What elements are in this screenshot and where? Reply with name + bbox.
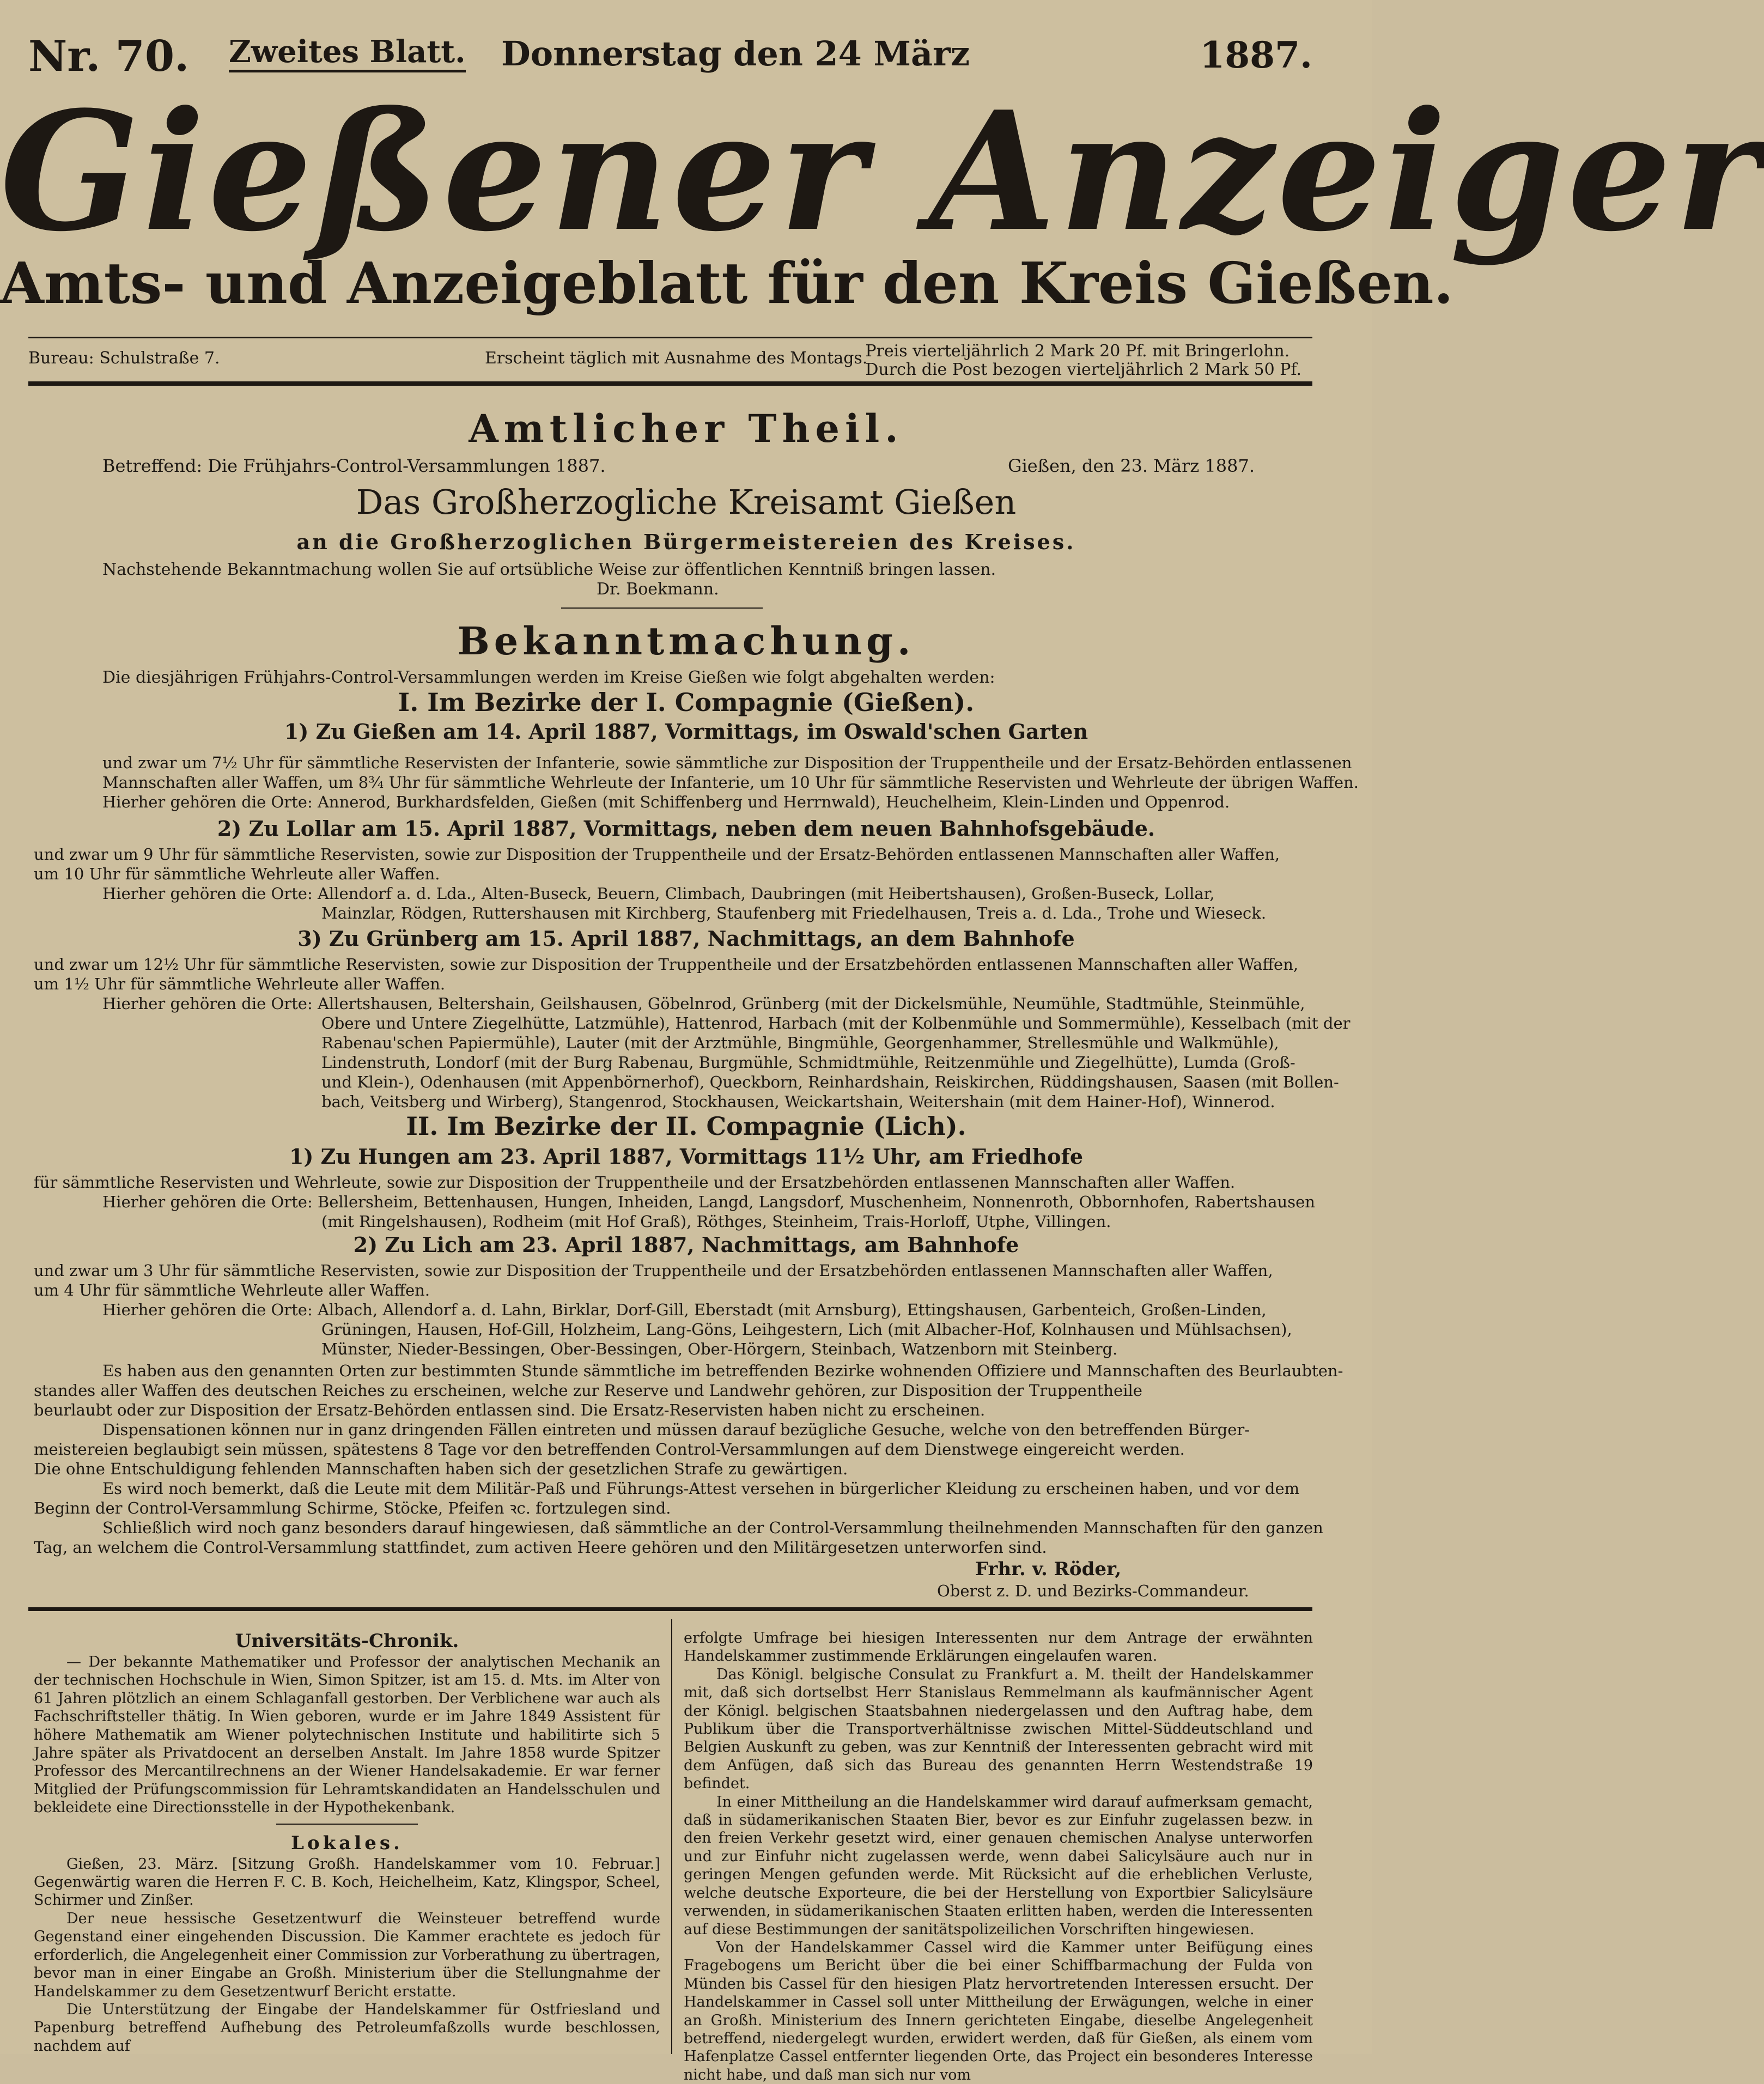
announcement-line: Mannschaften aller Waffen, um 8¾ Uhr für sämmtliche Wehrleute der Infanterie, um 10 Uhr für sämmtliche Reservisten und Wehrleute der übrigen Waffen.: [102, 773, 1359, 792]
announcement-line: Obere und Untere Ziegelhütte, Latzmühle), Hattenrod, Harbach (mit der Kolbenmühle und Sommermühle), Kesselbach (mit der: [321, 1014, 1351, 1032]
announcement-line: Tag, an welchem die Control-Versammlung stattfindet, zum activen Heere gehören und den Militärgesetzen unterworfen sind.: [34, 1538, 1047, 1557]
announcement-line: um 10 Uhr für sämmtliche Wehrleute aller Waffen.: [34, 865, 440, 883]
column-divider-short: [276, 1824, 418, 1825]
announcement-line: Frhr. v. Röder,: [975, 1558, 1122, 1580]
announcement-line: Lindenstruth, Londorf (mit der Burg Rabenau, Burgmühle, Schmidtmühle, Reitzenmühle und Ziegelhütte), Lumda (Groß-: [321, 1053, 1295, 1072]
divider-short: [561, 607, 763, 609]
subscription-price: [865, 342, 1301, 379]
signature: Dr. Boekmann.: [597, 580, 719, 599]
announcement-line: beurlaubt oder zur Disposition der Ersatz-Behörden entlassen sind. Die Ersatz-Reservisten haben nicht zu erscheinen.: [34, 1401, 986, 1419]
section-rule: [28, 1607, 1312, 1611]
announcement-intro: Die diesjährigen Frühjahrs-Control-Versammlungen werden im Kreise Gießen wie folgt abgehalten werden:: [102, 668, 995, 687]
announcement-heading: II. Im Bezirke der II. Compagnie (Lich).: [406, 1111, 966, 1141]
issue-date: Donnerstag den 24 März: [501, 34, 970, 74]
announcement-line: Hierher gehören die Orte: Bellersheim, Bettenhausen, Hungen, Inheiden, Langd, Langsdorf, Muschenheim, Nonnenroth, Obbornhofen, Rabertshausen: [102, 1193, 1315, 1211]
announcement-line: Hierher gehören die Orte: Albach, Allendorf a. d. Lahn, Birklar, Dorf-Gill, Eberstadt (mit Arnsburg), Ettingshausen, Garbenteich, Großen-Linden,: [102, 1301, 1267, 1319]
announcement-heading: 3) Zu Grünberg am 15. April 1887, Nachmittags, an dem Bahnhofe: [297, 926, 1075, 951]
announcement-line: und zwar um 9 Uhr für sämmtliche Reservisten, sowie zur Disposition der Truppentheile und der Ersatz-Behörden entlassenen Mannschaften aller Waffen,: [34, 845, 1280, 864]
article-paragraph: Von der Handelskammer Cassel wird die Kammer unter Beifügung eines Fragebogens um Bericht über die bei einer Schiffbarmachung der Fulda von Münden bis Cassel für den hiesigen Platz hervortretenden Interessen ersucht. Der Handelskammer in Cassel soll unter Mittheilung der Erwägungen, welche in einer an Großh. Ministerium des Innern gerichteten Eingabe, dieselbe Angelegenheit betreffend, niedergelegt wurden, erwidert werden, daß für Gießen, als einem vom Hafenplatze Cassel entfernter liegenden Orte, das Project ein besonderes Interesse nicht habe, und daß man sich nur vom: [684, 1939, 1313, 2083]
announcement-line: und zwar um 7½ Uhr für sämmtliche Reservisten der Infanterie, sowie sämmtliche zur Disposition der Truppentheile und der Ersatz-Behörden entlassenen: [102, 754, 1352, 772]
masthead-subtitle: Amts- und Anzeigeblatt für den Kreis Gießen.: [0, 250, 1453, 317]
local-news-title: Lokales.: [291, 1832, 403, 1854]
announcement-line: und Klein-), Odenhausen (mit Appenbörnerhof), Queckborn, Reinhardshain, Reiskirchen, Rüddingshausen, Saasen (mit Bollen-: [321, 1073, 1339, 1091]
announcement-line: Hierher gehören die Orte: Annerod, Burkhardsfelden, Gießen (mit Schiffenberg und Herrnwald), Heuchelheim, Klein-Linden und Oppenrod.: [102, 793, 1230, 811]
announcement-heading: 1) Zu Hungen am 23. April 1887, Vormittags 11½ Uhr, am Friedhofe: [289, 1144, 1084, 1169]
issue-number: Nr. 70.: [28, 32, 190, 81]
announcement-line: Münster, Nieder-Bessingen, Ober-Bessingen, Ober-Hörgern, Steinbach, Watzenborn mit Steinberg.: [321, 1340, 1118, 1358]
announcement-line: Die ohne Entschuldigung fehlenden Mannschaften haben sich der gesetzlichen Strafe zu gewärtigen.: [34, 1460, 848, 1478]
place-date: Gießen, den 23. März 1887.: [1008, 455, 1255, 476]
subject-line: Betreffend: Die Frühjahrs-Control-Versammlungen 1887.: [102, 455, 606, 476]
bureau-address: Bureau: Schulstraße 7.: [28, 349, 220, 368]
announcement-line: Es haben aus den genannten Orten zur bestimmten Stunde sämmtliche im betreffenden Bezirke wohnenden Offiziere und Mannschaften des Beurlaubten-: [102, 1362, 1343, 1380]
price-line: Preis vierteljährlich 2 Mark 20 Pf. mit Bringerlohn.: [865, 342, 1290, 361]
announcement-line: und zwar um 3 Uhr für sämmtliche Reservisten, sowie zur Disposition der Truppentheile und der Ersatzbehörden entlassenen Mannschaften aller Waffen,: [34, 1261, 1273, 1280]
announcement-heading: I. Im Bezirke der I. Compagnie (Gießen).: [398, 688, 975, 717]
issue-year: 1887.: [1200, 34, 1312, 76]
announcement-line: Es wird noch bemerkt, daß die Leute mit dem Militär-Paß und Führungs-Attest versehen in bürgerlicher Kleidung zu erscheinen haben, und vor dem: [102, 1479, 1300, 1498]
header-rule-bottom: [28, 381, 1312, 386]
left-column: [34, 1629, 660, 2055]
authority-name: Das Großherzogliche Kreisamt Gießen: [356, 482, 1017, 522]
university-chronicle-title: Universitäts-Chronik.: [235, 1630, 459, 1652]
announcement-line: Rabenau'schen Papiermühle), Lauter (mit der Arztmühle, Bingmühle, Georgenhammer, Strellesmühle und Walkmühle),: [321, 1034, 1279, 1052]
announcement-line: Oberst z. D. und Bezirks-Commandeur.: [937, 1582, 1249, 1600]
column-divider: [671, 1619, 672, 2054]
announcement-line: Hierher gehören die Orte: Allertshausen, Beltershain, Geilshausen, Göbelnrod, Grünberg (mit der Dickelsmühle, Neumühle, Stadtmühle, Steinmühle,: [102, 994, 1305, 1013]
announcement-line: um 1½ Uhr für sämmtliche Wehrleute aller Waffen.: [34, 975, 446, 993]
announcement-line: bach, Veitsberg und Wirberg), Stangenrod, Stockhausen, Weickartshain, Weitershain (mit dem Hainer-Hof), Winnerod.: [321, 1092, 1275, 1111]
recipient-line: an die Großherzoglichen Bürgermeistereien des Kreises.: [296, 530, 1076, 554]
article-paragraph: Das Königl. belgische Consulat zu Frankfurt a. M. theilt der Handelskammer mit, daß sich dortselbst Herr Stanislaus Remmelmann als kaufmännischer Agent der Königl. belgischen Staatsbahnen niedergelassen und den Auftrag habe, dem Publikum über die Transportverhältnisse zwischen Mittel-Süddeutschland und Belgien Auskunft zu geben, was zur Kenntniß der Interessenten gebracht wird mit dem Anfügen, daß sich das Bureau des genannten Herrn Westendstraße 19 befindet.: [684, 1666, 1313, 1793]
announcement-line: standes aller Waffen des deutschen Reiches zu erscheinen, welche zur Reserve und Landwehr gehören, zur Disposition der Truppentheile: [34, 1381, 1142, 1400]
right-column: [684, 1629, 1313, 2084]
announcement-line: Beginn der Control-Versammlung Schirme, Stöcke, Pfeifen ꝛc. fortzulegen sind.: [34, 1499, 671, 1517]
announcement-line: Schließlich wird noch ganz besonders darauf hingewiesen, daß sämmtliche an der Control-Versammlung theilnehmenden Mannschaften für den ganzen: [102, 1518, 1323, 1537]
article-paragraph: erfolgte Umfrage bei hiesigen Interessenten nur dem Antrage der erwähnten Handelskammer zustimmende Erklärungen eingelaufen waren.: [684, 1630, 1313, 1665]
announcement-heading: 1) Zu Gießen am 14. April 1887, Vormittags, im Oswald'schen Garten: [284, 719, 1088, 744]
price-line: Durch die Post bezogen vierteljährlich 2 Mark 50 Pf.: [865, 360, 1301, 379]
instruction-text: Nachstehende Bekanntmachung wollen Sie auf ortsübliche Weise zur öffentlichen Kenntniß bringen lassen.: [102, 560, 996, 579]
announcement-title: Bekanntmachung.: [457, 618, 915, 664]
masthead-title: Gießener Anzeiger: [0, 75, 1764, 268]
announcement-line: meistereien beglaubigt sein müssen, spätestens 8 Tage vor den betreffenden Control-Versammlungen auf dem Dienstwege eingereicht werden.: [34, 1440, 1185, 1459]
announcement-heading: 2) Zu Lich am 23. April 1887, Nachmittags, am Bahnhofe: [353, 1232, 1019, 1257]
publication-schedule: Erscheint täglich mit Ausnahme des Montags.: [485, 349, 868, 368]
article-paragraph: Gießen, 23. März. [Sitzung Großh. Handelskammer vom 10. Februar.] Gegenwärtig waren die Herren F. C. B. Koch, Heichelheim, Katz, Klingspor, Scheel, Schirmer und Zinßer.: [34, 1855, 660, 1909]
article-paragraph: In einer Mittheilung an die Handelskammer wird darauf aufmerksam gemacht, daß in südamerikanischen Staaten Bier, bevor es zur Einfuhr zugelassen bezw. in den freien Verkehr gesetzt wird, einer genauen chemischen Analyse unterworfen und zur Einfuhr nicht zugelassen werde, wenn dabei Salicylsäure auch nur in geringen Mengen gefunden werde. Mit Rücksicht auf die erheblichen Verluste, welche deutsche Exporteure, die bei der Herstellung von Exportbier Salicylsäure verwenden, in südamerikanischen Staaten erlitten haben, werden die Interessenten auf diese Bestimmungen der sanitätspolizeilichen Vorschriften hingewiesen.: [684, 1793, 1313, 1938]
section-title: Amtlicher Theil.: [469, 406, 904, 451]
article-paragraph: Der neue hessische Gesetzentwurf die Weinsteuer betreffend wurde Gegenstand einer eingehenden Discussion. Die Kammer erachtete es jedoch für erforderlich, die Angelegenheit einer Commission zur Vorberathung zu übertragen, bevor man in einer Eingabe an Großh. Ministerium über die Stellungnahme der Handelskammer zu dem Gesetzentwurf Bericht erstatte.: [34, 1910, 660, 2000]
announcement-line: Grüningen, Hausen, Hof-Gill, Holzheim, Lang-Göns, Leihgestern, Lich (mit Albacher-Hof, Kolnhausen und Mühlsachsen),: [321, 1320, 1292, 1339]
article-paragraph: Die Unterstützung der Eingabe der Handelskammer für Ostfriesland und Papenburg betreffend Aufhebung des Petroleumfaßzolls wurde beschlossen, nachdem auf: [34, 2001, 660, 2055]
announcement-line: (mit Ringelshausen), Rodheim (mit Hof Graß), Röthges, Steinheim, Trais-Horloff, Utphe, Villingen.: [321, 1212, 1111, 1231]
announcement-heading: 2) Zu Lollar am 15. April 1887, Vormittags, neben dem neuen Bahnhofsgebäude.: [217, 816, 1155, 841]
announcement-line: Mainzlar, Rödgen, Ruttershausen mit Kirchberg, Staufenberg mit Friedelhausen, Treis a. d. Lda., Trohe und Wieseck.: [321, 904, 1267, 922]
announcement-line: Dispensationen können nur in ganz dringenden Fällen eintreten und müssen darauf bezügliche Gesuche, welche von den betreffenden Bürger-: [102, 1420, 1250, 1439]
announcement-line: für sämmtliche Reservisten und Wehrleute, sowie zur Disposition der Truppentheile und der Ersatzbehörden entlassenen Mannschaften aller Waffen.: [34, 1173, 1236, 1192]
announcement-line: um 4 Uhr für sämmtliche Wehrleute aller Waffen.: [34, 1281, 430, 1299]
announcement-line: Hierher gehören die Orte: Allendorf a. d. Lda., Alten-Buseck, Beuern, Climbach, Daubringen (mit Heibertshausen), Großen-Buseck, Lollar,: [102, 884, 1215, 903]
header-rule-top: [28, 337, 1312, 338]
announcement-line: und zwar um 12½ Uhr für sämmtliche Reservisten, sowie zur Disposition der Truppentheile und der Ersatzbehörden entlassenen Mannschaften aller Waffen,: [34, 955, 1299, 974]
sheet-label: Zweites Blatt.: [229, 34, 466, 72]
article-paragraph: — Der bekannte Mathematiker und Professor der analytischen Mechanik an der technischen Hochschule in Wien, Simon Spitzer, ist am 15. d. Mts. im Alter von 61 Jahren plötzlich an einem Schlaganfall gestorben. Der Verblichene war auch als Fachschriftsteller thätig. In Wien geboren, wurde er im Jahre 1849 Assistent für höhere Mathematik am Wiener polytechnischen Institute und habilitirte sich 5 Jahre später als Privatdocent an derselben Anstalt. Im Jahre 1858 wurde Spitzer Professor des Mercantilrechnens an der Wiener Handelsakademie. Er war ferner Mitglied der Prüfungscommission für Lehramtskandidaten an Handelsschulen und bekleidete eine Directionsstelle in der Hypothekenbank.: [34, 1654, 660, 1816]
